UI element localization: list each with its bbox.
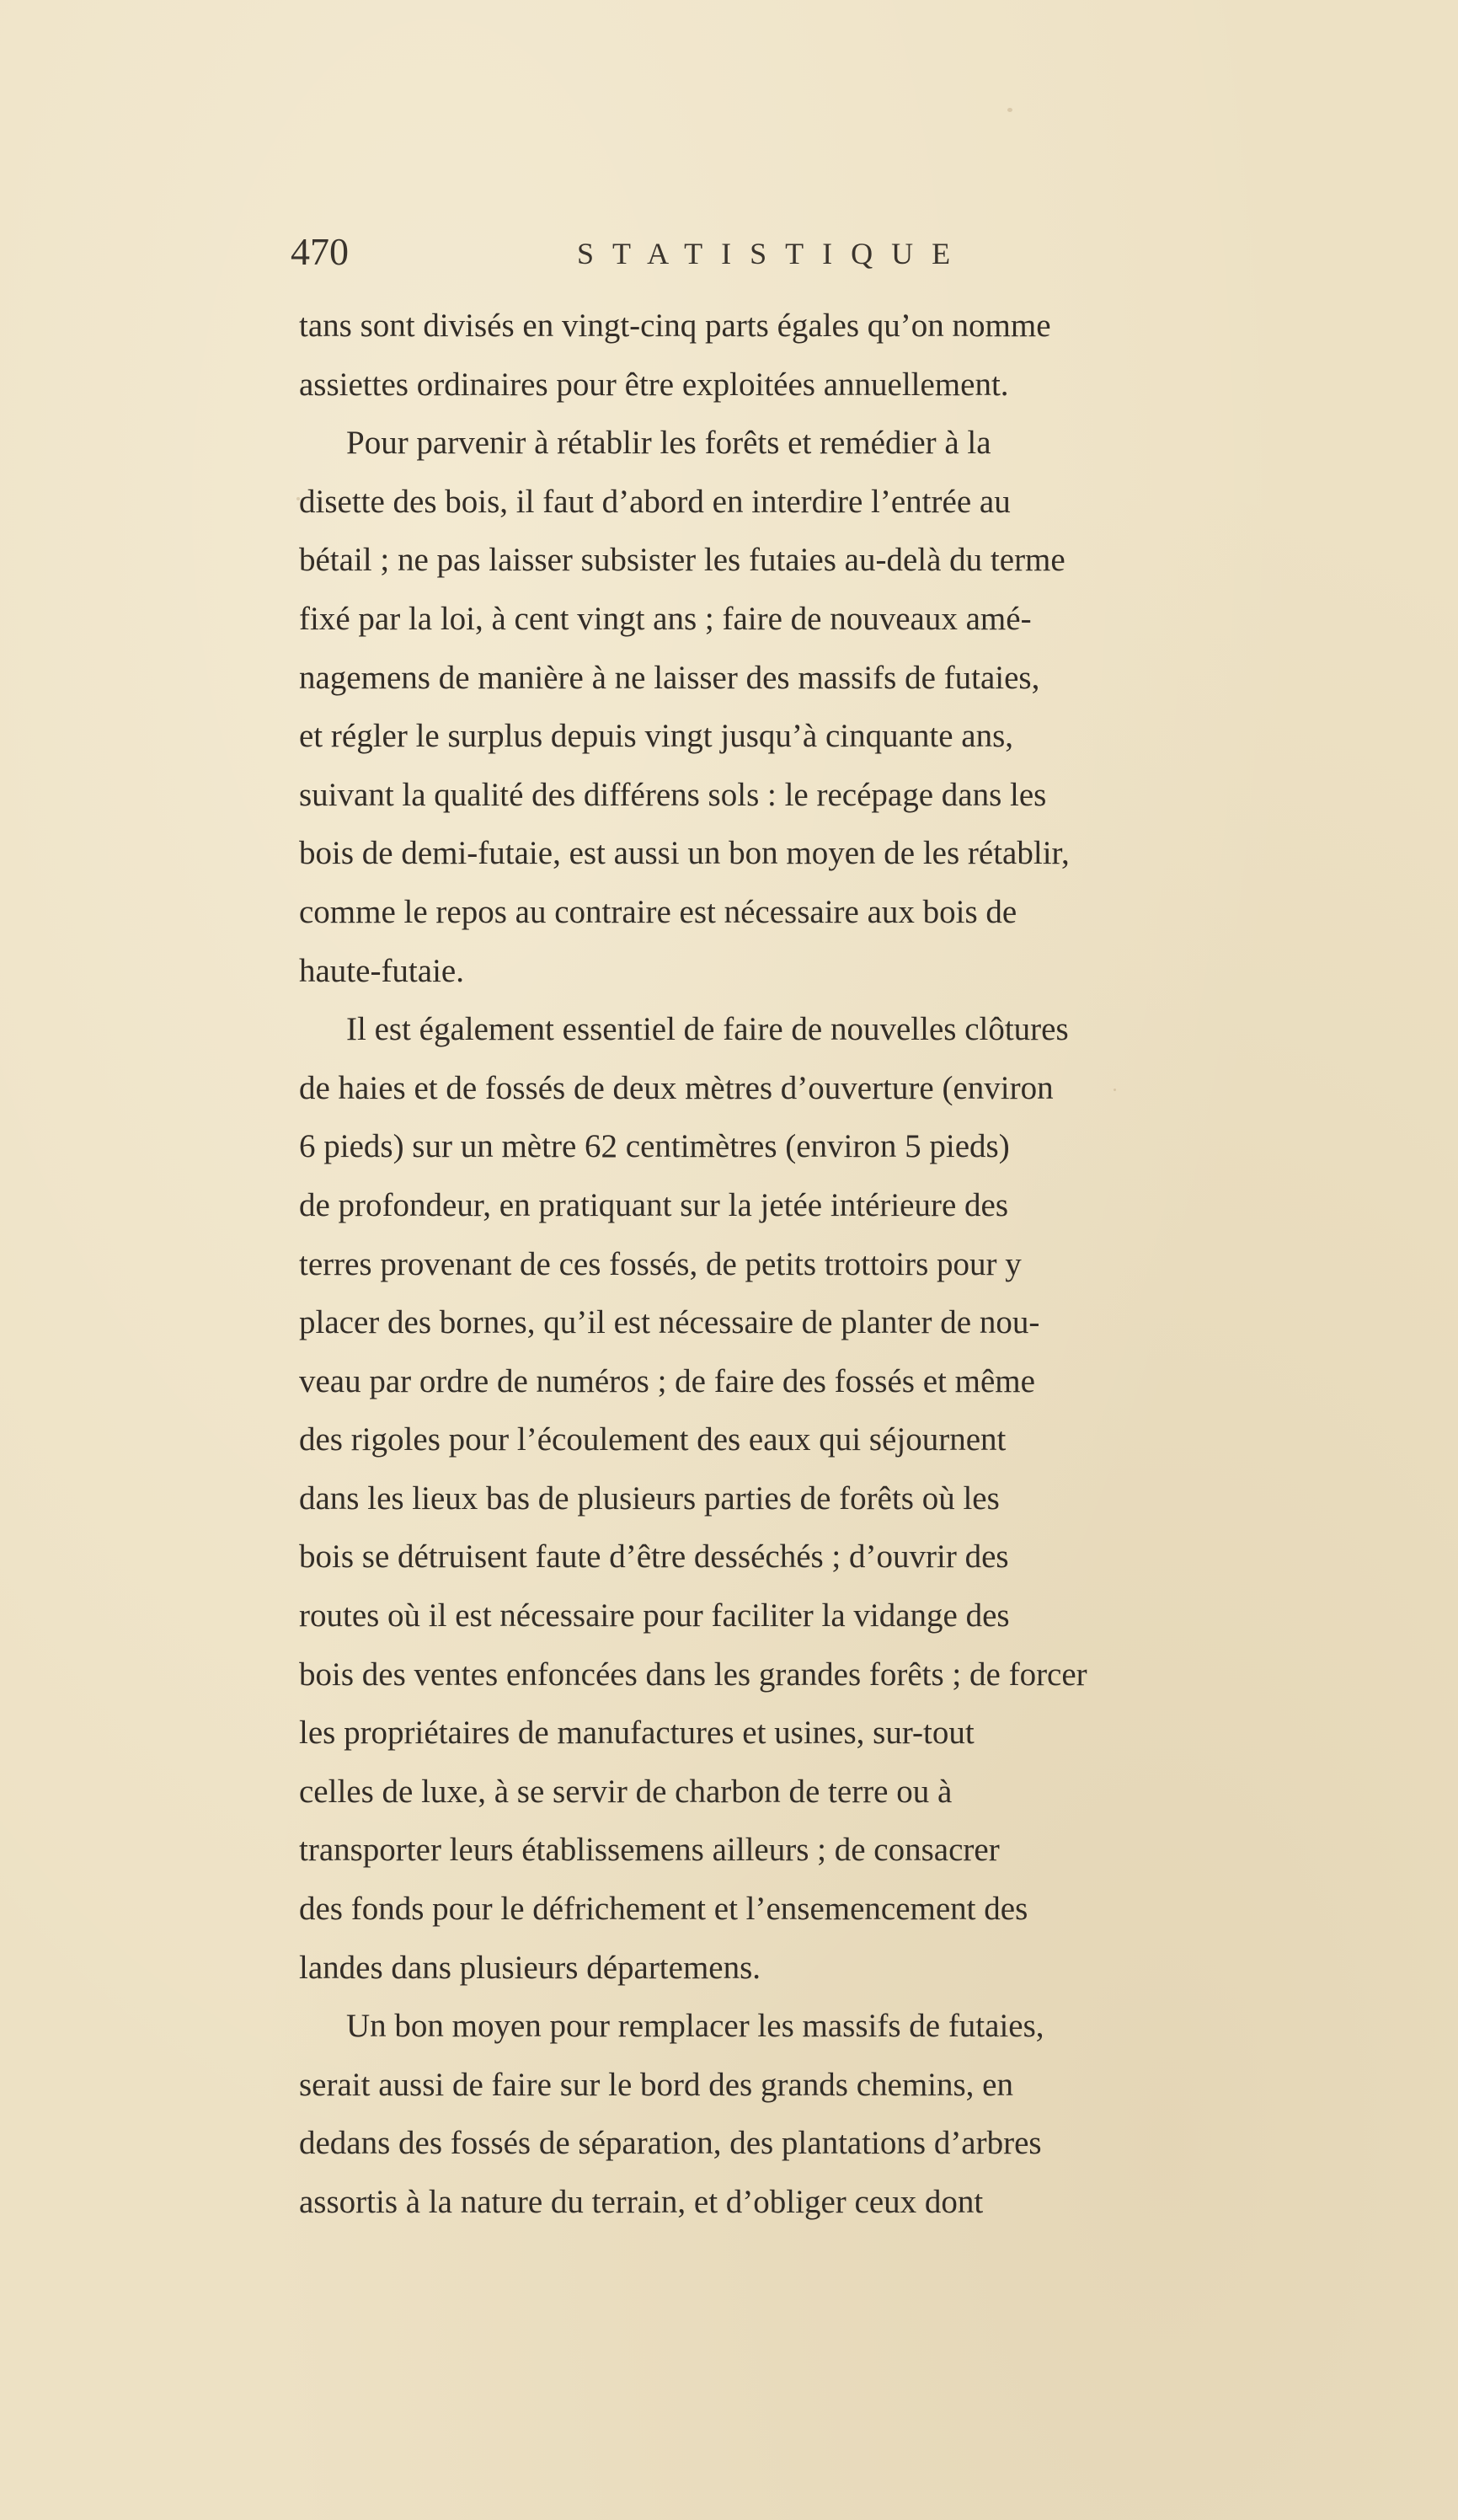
- text-line: bois se détruisent faute d’être desséchés ; d’ouvrir des: [299, 1538, 1009, 1576]
- text-line: de haies et de fossés de deux mètres d’ouverture (environ: [299, 1069, 1054, 1106]
- text-line: 6 pieds) sur un mètre 62 centimètres (environ 5 pieds): [299, 1128, 1010, 1165]
- running-head: STATISTIQUE: [577, 237, 969, 270]
- text-line: placer des bornes, qu’il est nécessaire de planter de nou-: [299, 1304, 1040, 1341]
- text-line: bois des ventes enfoncées dans les grandes forêts ; de forcer: [299, 1656, 1087, 1693]
- text-line: fixé par la loi, à cent vingt ans ; faire de nouveaux amé-: [299, 600, 1032, 637]
- page-number: 470: [291, 230, 349, 273]
- text-line: transporter leurs établissemens ailleurs ; de consacrer: [299, 1832, 1000, 1869]
- text-line: routes où il est nécessaire pour faciliter la vidange des: [299, 1597, 1010, 1635]
- text-line: de profondeur, en pratiquant sur la jetée intérieure des: [299, 1186, 1009, 1223]
- text-line: dedans des fossés de séparation, des plantations d’arbres: [299, 2125, 1042, 2162]
- text-line: comme le repos au contraire est nécessaire aux bois de: [299, 893, 1017, 930]
- body-text: [299, 297, 1394, 2232]
- text-line: bois de demi-futaie, est aussi un bon moyen de les rétablir,: [299, 835, 1070, 872]
- text-line: bétail ; ne pas laisser subsister les futaies au-delà du terme: [299, 542, 1065, 579]
- text-line: assortis à la nature du terrain, et d’obliger ceux dont: [299, 2184, 984, 2220]
- text-line: veau par ordre de numéros ; de faire des fossés et même: [299, 1362, 1035, 1399]
- text-line: celles de luxe, à se servir de charbon de terre ou à: [299, 1773, 953, 1810]
- text-line: assiettes ordinaires pour être exploitées annuellement.: [299, 366, 1009, 403]
- text-line: Un bon moyen pour remplacer les massifs de futaies,: [346, 2008, 1044, 2045]
- text-line: landes dans plusieurs départemens.: [299, 1949, 761, 1986]
- paper-speck: [1007, 108, 1012, 112]
- page-header: [291, 229, 1133, 280]
- paragraph: [299, 414, 1394, 1000]
- paragraph: [299, 1997, 1394, 2231]
- text-line: des fonds pour le défrichement et l’ensemencement des: [299, 1891, 1028, 1928]
- text-line: serait aussi de faire sur le bord des grands chemins, en: [299, 2066, 1013, 2103]
- text-line: tans sont divisés en vingt-cinq parts égales qu’on nomme: [299, 308, 1051, 344]
- paragraph: [299, 297, 1394, 414]
- text-line: haute-futaie.: [299, 952, 464, 989]
- text-line: des rigoles pour l’écoulement des eaux qui séjournent: [299, 1421, 1007, 1458]
- text-line: suivant la qualité des différens sols : le recépage dans les: [299, 776, 1047, 813]
- text-line: nagemens de manière à ne laisser des massifs de futaies,: [299, 659, 1040, 696]
- paragraph: [299, 1000, 1394, 1997]
- text-line: disette des bois, il faut d’abord en interdire l’entrée au: [299, 483, 1011, 520]
- text-line: les propriétaires de manufactures et usines, sur-tout: [299, 1715, 975, 1752]
- text-line: et régler le surplus depuis vingt jusqu’à cinquante ans,: [299, 718, 1014, 755]
- text-line: Il est également essentiel de faire de nouvelles clôtures: [346, 1011, 1069, 1048]
- text-line: Pour parvenir à rétablir les forêts et remédier à la: [346, 425, 991, 462]
- text-line: dans les lieux bas de plusieurs parties de forêts où les: [299, 1479, 1000, 1517]
- text-line: terres provenant de ces fossés, de petits trottoirs pour y: [299, 1245, 1022, 1282]
